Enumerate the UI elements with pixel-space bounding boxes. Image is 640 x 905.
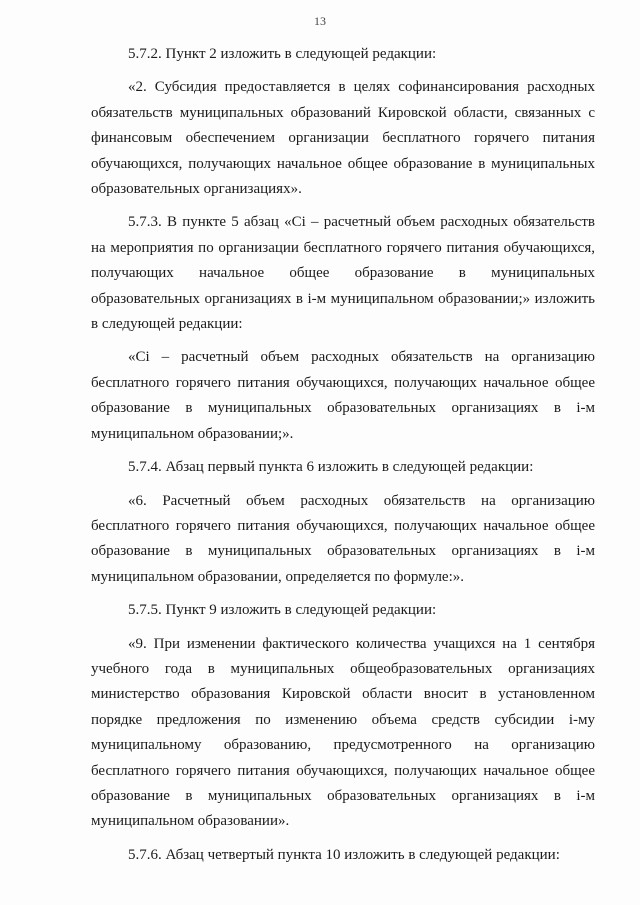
paragraph-5-7-4: 5.7.4. Абзац первый пункта 6 изложить в следующей редакции: [128, 459, 534, 476]
paragraph-5-7-5: 5.7.5. Пункт 9 изложить в следующей редакции: [128, 602, 437, 619]
page-number: 13 [314, 14, 326, 28]
quote-clause-2: «2. Субсидия предоставляется в целях софинансирования расходных обязательств муниципальных образований Кировской области, связанных с финансовым обеспечением организации бесплатного горячего питания обучающихся, получающих начальное общее образование в муниципальных образовательных организациях». [91, 79, 595, 198]
paragraph-5-7-2: 5.7.2. Пункт 2 изложить в следующей редакции: [128, 46, 437, 62]
quote-clause-9: «9. При изменении фактического количества учащихся на 1 сентября учебного года в муниципальных общеобразовательных организациях министерство образования Кировской области вносит в установленном порядке предложения по изменению объема средств субсидии i-му муниципальному образованию, предусмотренного на организацию бесплатного горячего питания обучающихся, получающих начальное общее образование в муниципальных образовательных организациях в i-м муниципальном образовании». [91, 635, 595, 830]
paragraph-5-7-3: 5.7.3. В пункте 5 абзац «Ci – расчетный объем расходных обязательств на мероприятия по организации бесплатного горячего питания обучающихся, получающих начальное общее образование в муниципальных образовательных организациях в i-м муниципальном образовании;» изложить в следующей редакции: [91, 214, 595, 333]
quote-ci-definition: «Ci – расчетный объем расходных обязательств на организацию бесплатного горячего питания обучающихся, получающих начальное общее образование в муниципальных образовательных организациях в i-м муниципальном образовании;». [91, 349, 595, 442]
quote-clause-6: «6. Расчетный объем расходных обязательств на организацию бесплатного горячего питания обучающихся, получающих начальное общее образование в муниципальных образовательных организациях в i-м муниципальном образовании, определяется по формуле:». [91, 492, 595, 585]
paragraph-5-7-6: 5.7.6. Абзац четвертый пункта 10 изложить в следующей редакции: [128, 846, 560, 863]
document-body [91, 42, 595, 876]
